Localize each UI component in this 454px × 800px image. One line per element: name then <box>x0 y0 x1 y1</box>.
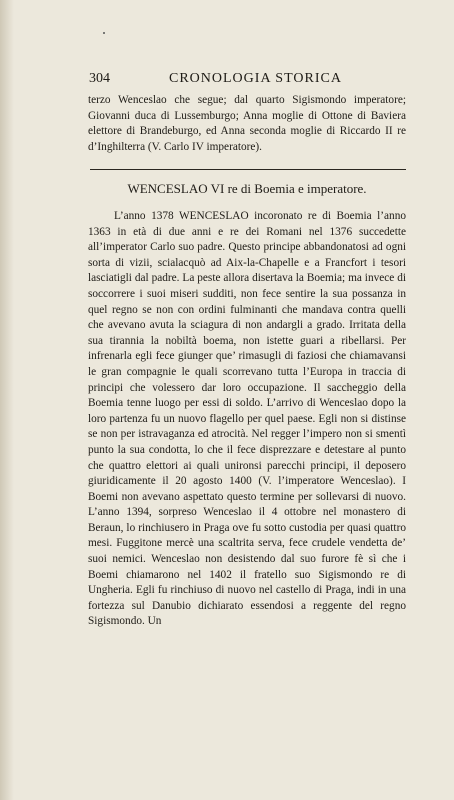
page-gutter-shadow <box>0 0 14 800</box>
body-paragraph: L’anno 1378 WENCESLAO incoronato re di Boemia l’anno 1363 in età di due anni e re dei Romani nel 1376 succedette all’imperator Carlo suo padre. Questo principe abbandonatosi ad ogni sorta di vizii, scialacquò ad Aix-la-Chapelle e a Francfort i tesori lasciatigli dal padre. La peste allora disertava la Boemia; ma invece di soccorrere i suoi miseri sudditi, non fece sentire la sua possanza in quel regno se non con ordini fulminanti che mandava contra quelli che avevano avuta la sciagura di non andargli a grado. Irritata della sua tirannia la nobiltà boema, non istette guari a ribellarsi. Per infrenarla egli fece giunger que’ rimasugli di faziosi che chiamavansi le gran compagnie le quali scorrevano tutta l’Europa in traccia di principi che volessero dar loro occupazione. Il saccheggio della Boemia tenne luogo per essi di soldo. L’arrivo di Wenceslao dopo la loro partenza fu un nuovo flagello per quel paese. Egli non si distinse se non per istravaganza ed atrocità. Nel regger l’impero non si smentì punto la sua condotta, lo che il fece disprezzare e detestare al punto che quattro elettori ai quali unironsi parecchi principi, il deposero giuridicamente il 20 agosto 1400 (V. l’imperatore Wenceslao). I Boemi non avevano aspettato questo termine per sollevarsi di nuovo. L’anno 1394, sorpreso Wenceslao il 4 ottobre nel monastero di Beraun, lo rinchiusero in Praga ove fu sotto custodia per quasi quattro mesi. Fuggitone mercè una scaltrita serva, fece crudele vendetta de’ suoi nemici. Wenceslao non desistendo dal suo furore fè sì che i Boemi chiamarono nel 1402 il fratello suo Sigismondo re di Ungheria. Egli fu rinchiuso di nuovo nel castello di Praga, indi in una fortezza sul Danubio dichiarato essendosi a reggente del regno Sigismondo. Un <box>88 210 406 628</box>
running-title: CRONOLOGIA STORICA <box>169 71 342 86</box>
page-header <box>89 71 389 87</box>
section-body <box>88 209 406 630</box>
section-heading: WENCESLAO VI re di Boemia e imperatore. <box>127 181 367 196</box>
section-divider <box>90 169 406 170</box>
page-number: 304 <box>89 71 110 86</box>
intro-paragraph <box>88 93 406 155</box>
page-speck <box>103 32 105 34</box>
intro-text: terzo Wenceslao che segue; dal quarto Sigismondo imperatore; Giovanni duca di Lussemburgo; Anna moglie di Ottone di Baviera elettore di Brandeburgo, ed Anna seconda moglie di Riccardo II re d’Inghilterra (V. Carlo IV imperatore). <box>88 94 406 153</box>
